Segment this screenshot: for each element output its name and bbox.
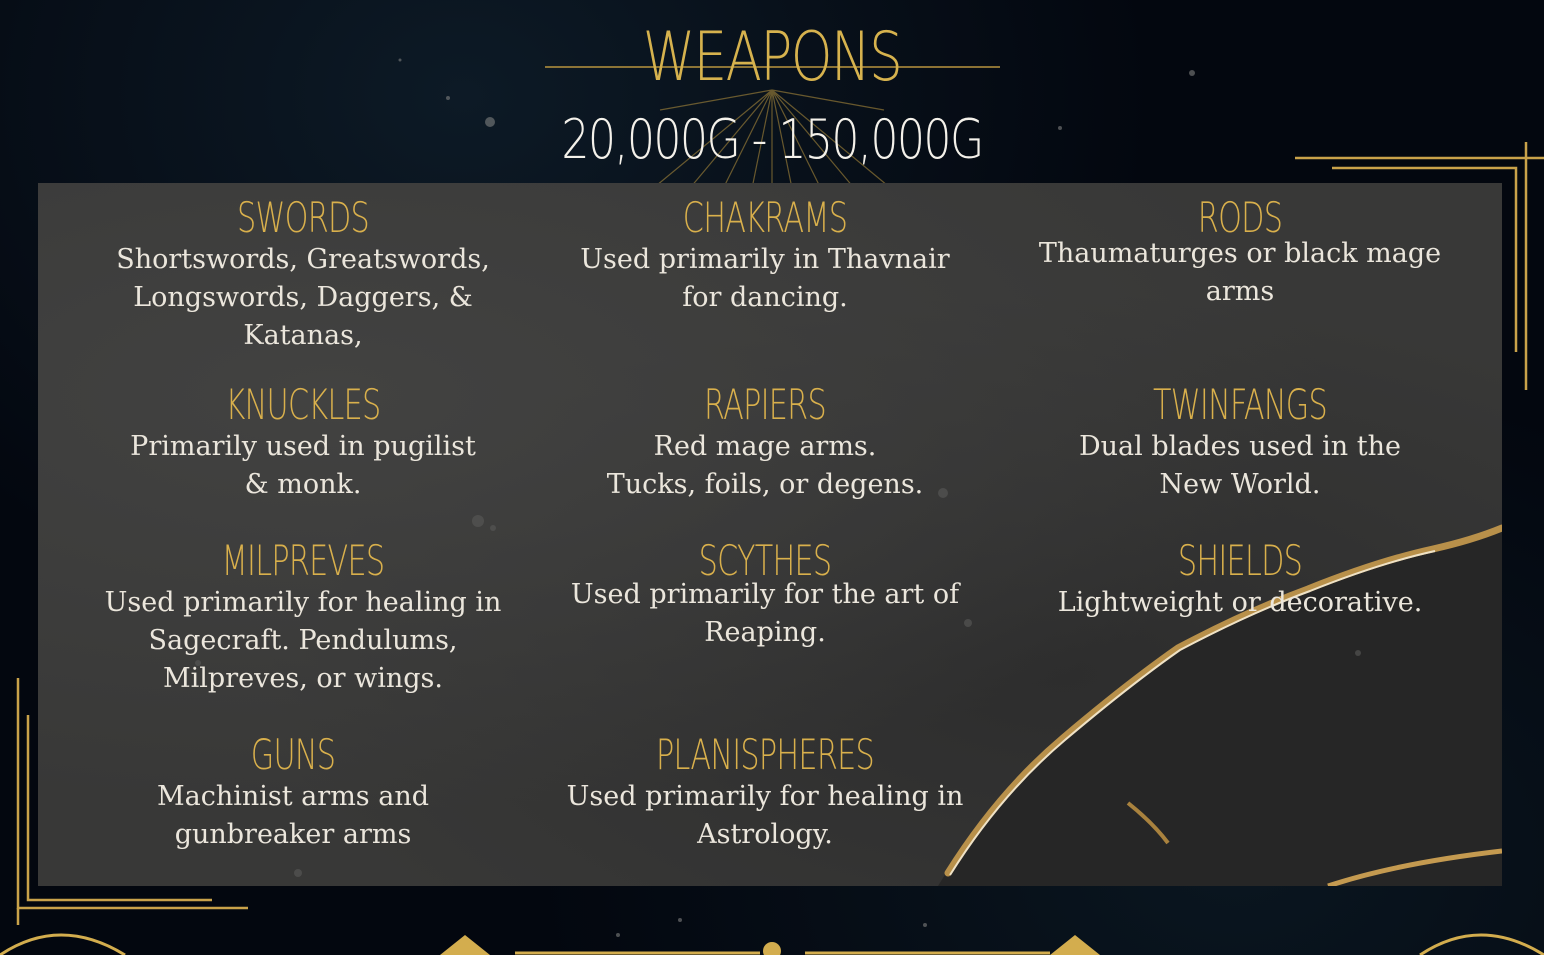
weapon-planispheres [555,732,975,854]
weapon-rapiers [565,382,965,504]
weapon-name: GUNS [250,730,336,779]
weapon-guns [93,732,493,854]
weapon-description: Red mage arms. Tucks, foils, or degens. [606,431,924,500]
weapon-description: Thaumaturges or black mage arms [1038,238,1442,307]
weapon-rods [1025,195,1455,311]
weapon-milpreves [93,538,513,698]
weapon-description: Used primarily for healing in Sagecraft. Pendulums, Milpreves, or wings. [104,587,502,694]
weapon-shields [1040,538,1440,622]
weapon-description: Used primarily for healing in Astrology. [566,781,964,850]
weapon-description: Shortswords, Greatswords, Longswords, Daggers, & Katanas, [116,244,490,351]
weapon-description: Primarily used in pugilist & monk. [130,431,476,500]
weapon-description: Used primarily in Thavnair for dancing. [580,244,950,313]
price-range: 20,000G - 150,000G [561,108,983,171]
page-title: WEAPONS [642,18,902,97]
weapon-scythes [555,538,975,652]
weapon-name: RAPIERS [704,380,826,429]
weapon-name: SHIELDS [1177,536,1303,585]
weapon-chakrams [565,195,965,317]
weapons-panel [38,183,1502,886]
weapon-name: SWORDS [236,193,370,242]
weapon-name: RODS [1197,193,1283,242]
weapon-name: TWINFANGS [1153,380,1327,429]
weapon-swords [103,195,503,355]
weapon-name: PLANISPHERES [656,730,874,779]
weapon-description: Dual blades used in the New World. [1079,431,1401,500]
weapon-knuckles [93,382,513,504]
weapon-name: MILPREVES [221,536,385,585]
weapon-name: KNUCKLES [225,380,381,429]
weapon-name: SCYTHES [698,536,832,585]
weapon-name: CHAKRAMS [682,193,848,242]
weapon-description: Machinist arms and gunbreaker arms [156,781,430,850]
weapon-description: Used primarily for the art of Reaping. [570,579,960,648]
weapon-description: Lightweight or decorative. [1057,587,1423,618]
weapon-twinfangs [1040,382,1440,504]
